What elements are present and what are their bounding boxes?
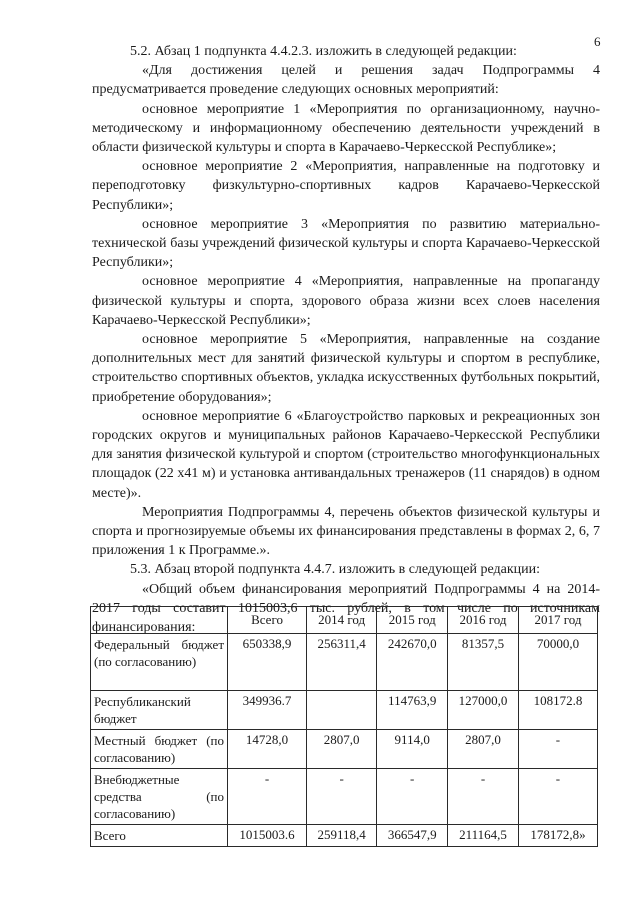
row-label: Местный бюджет (по согласованию) (91, 730, 228, 769)
table-header-cell: Всего (228, 607, 307, 634)
paragraph-5-2-heading: 5.2. Абзац 1 подпункта 4.4.2.3. изложить в следующей редакции: (130, 44, 517, 59)
paragraph-activity-5: основное мероприятие 5 «Мероприятия, направленные на создание дополнительных мест для занятий физической культуры и спортом в республике, строительство спортивных объектов, укладка искусственных футбольных покрытий, приобретение оборудования»; (92, 332, 600, 405)
paragraph-activity-6: основное мероприятие 6 «Благоустройство парковых и рекреационных зон городских округов и муниципальных районов Карачаево-Черкесской Республики для занятия физической культурой и спортом (строительство многофункциональных площадок (22 х41 м) и установка антивандальных тренажеров (11 снарядов) в одном месте)». (92, 408, 600, 501)
table-row (91, 825, 598, 847)
table-cell: 1015003.6 (228, 825, 307, 847)
paragraph-activity-3: основное мероприятие 3 «Мероприятия по развитию материально-технической базы учреждений физической культуры и спорта Карачаево-Черкесской Республики»; (92, 216, 600, 271)
table-cell: 211164,5 (448, 825, 519, 847)
table-cell: 14728,0 (228, 730, 307, 769)
paragraph-activity-1: основное мероприятие 1 «Мероприятия по организационному, научно-методическому и информационному обеспечению деятельности учреждений в области физической культуры и спорта в Карачаево-Черкесской Республике»; (92, 101, 600, 156)
table-cell: 2807,0 (307, 730, 377, 769)
row-label: Всего (91, 825, 228, 847)
paragraph-5-3-heading: 5.3. Абзац второй подпункта 4.4.7. изложить в следующей редакции: (130, 562, 541, 578)
table-cell: 178172,8» (518, 825, 597, 847)
table-row (91, 730, 598, 769)
table-cell: 242670,0 (377, 634, 448, 691)
table-header-cell: 2017 год (518, 607, 597, 634)
table-cell: 2807,0 (448, 730, 519, 769)
table-header-cell: 2016 год (448, 607, 519, 634)
table-row (91, 634, 598, 691)
table-cell: 349936.7 (228, 691, 307, 730)
table-cell: 108172.8 (518, 691, 597, 730)
table-cell: 256311,4 (307, 634, 377, 691)
table-cell: - (377, 769, 448, 825)
table-cell: - (228, 769, 307, 825)
table-cell: 81357,5 (448, 634, 519, 691)
table-row (91, 691, 598, 730)
table-header-cell (91, 607, 228, 634)
table-cell: - (518, 730, 597, 769)
table-cell: - (448, 769, 519, 825)
paragraph-financing-total: «Общий объем финансирования мероприятий Подпрограммы 4 на 2014-2017 годы составит 1015003,6 тыс. рублей, в том числе по источникам финансирования: (92, 581, 600, 636)
table-header-cell: 2015 год (377, 607, 448, 634)
table-cell: - (518, 769, 597, 825)
row-label: Республиканский бюджет (91, 691, 228, 730)
table-cell: - (307, 769, 377, 825)
document-body (92, 42, 600, 637)
table-cell: 366547,9 (377, 825, 448, 847)
table-cell: 259118,4 (307, 825, 377, 847)
table-cell: 9114,0 (377, 730, 448, 769)
paragraph-subprogram-list: Мероприятия Подпрограммы 4, перечень объектов физической культуры и спорта и прогнозируемые объемы их финансирования представлены в формах 2, 6, 7 приложения 1 к Программе.». (92, 504, 600, 559)
table-row (91, 769, 598, 825)
page-number: 6 (594, 34, 601, 49)
paragraph-activity-4: основное мероприятие 4 «Мероприятия, направленные на пропаганду физической культуры и спорта, здорового образа жизни всех слоев населения Карачаево-Черкесской Республики»; (92, 274, 600, 328)
table-header-row (91, 607, 598, 634)
row-label: Внебюджетные средства (по согласованию) (91, 769, 228, 825)
table-cell (307, 691, 377, 730)
row-label: Федеральный бюджет (по согласованию) (91, 634, 228, 691)
paragraph-activity-2: основное мероприятие 2 «Мероприятия, направленные на подготовку и переподготовку физкультурно-спортивных кадров Карачаево-Черкесской Республики»; (92, 159, 600, 213)
table-cell: 114763,9 (377, 691, 448, 730)
table-header-cell: 2014 год (307, 607, 377, 634)
table-cell: 650338,9 (228, 634, 307, 691)
financing-table (90, 606, 598, 847)
paragraph-intro: «Для достижения целей и решения задач Подпрограммы 4 предусматривается проведение следующих основных мероприятий: (92, 63, 600, 98)
table-cell: 70000,0 (518, 634, 597, 691)
table-cell: 127000,0 (448, 691, 519, 730)
